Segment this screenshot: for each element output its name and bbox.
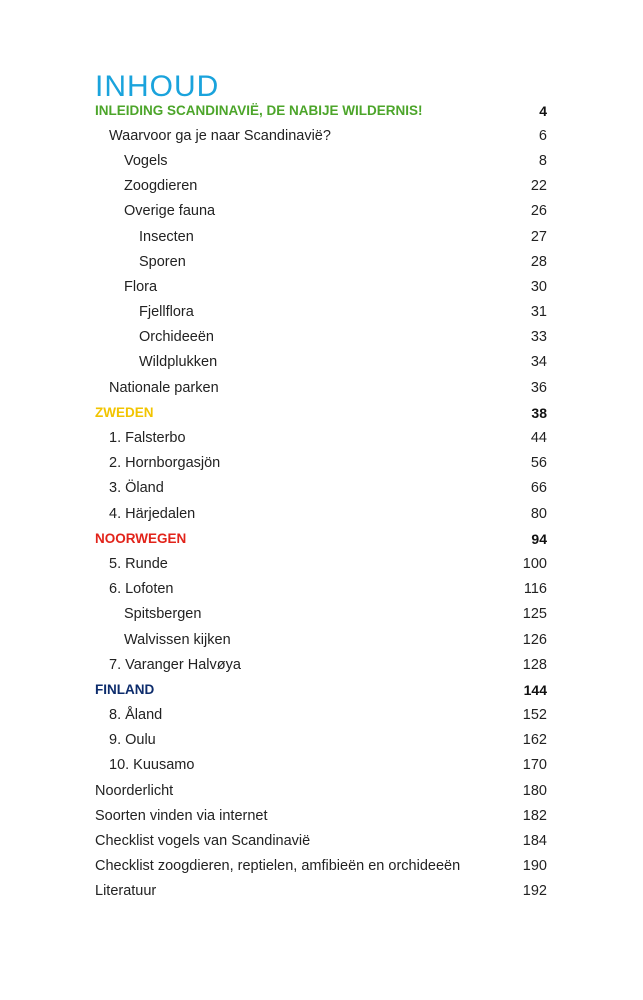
toc-section-noorwegen[interactable] [95, 526, 547, 551]
toc-entry-page-number: 126 [522, 631, 547, 648]
toc-entry-label: Soorten vinden via internet [95, 807, 268, 824]
toc-section-intro[interactable] [95, 98, 547, 123]
toc-entry-label: Overige fauna [124, 203, 216, 220]
toc-entry-page-number: 192 [522, 883, 547, 900]
toc-entry[interactable] [95, 451, 547, 476]
toc-entry-page-number: 125 [522, 606, 547, 623]
toc-entry[interactable] [95, 602, 547, 627]
toc-entry-page-number: 26 [530, 203, 547, 220]
toc-entry-page-number: 94 [531, 530, 547, 547]
toc-entry-label: 7. Varanger Halvøya [109, 656, 241, 673]
toc-entry[interactable] [95, 778, 547, 803]
toc-entry-label: Noorderlicht [95, 782, 174, 799]
toc-entry-label: Zoogdieren [124, 178, 198, 195]
toc-entry-label: 5. Runde [109, 555, 168, 572]
toc-entry-page-number: 44 [530, 430, 547, 447]
toc-entry-page-number: 66 [530, 480, 547, 497]
toc-entry[interactable] [95, 652, 547, 677]
toc-entry-label: 4. Härjedalen [109, 505, 196, 522]
toc-entry-label: INLEIDING SCANDINAVIË, DE NABIJE WILDERNIS! [95, 103, 423, 119]
toc-entry-label: 3. Öland [109, 480, 164, 497]
toc-entry[interactable] [95, 300, 547, 325]
toc-entry[interactable] [95, 325, 547, 350]
toc-entry[interactable] [95, 375, 547, 400]
toc-entry-page-number: 182 [522, 807, 547, 824]
toc-entry-label: 2. Hornborgasjön [109, 455, 221, 472]
toc-entry-page-number: 27 [530, 228, 547, 245]
page-title: INHOUD [95, 70, 220, 104]
toc-entry-page-number: 116 [523, 581, 547, 598]
toc-entry-page-number: 144 [523, 681, 547, 698]
toc-entry-label: FINLAND [95, 682, 155, 698]
toc-entry[interactable] [95, 476, 547, 501]
toc-entry-label: Insecten [139, 228, 194, 245]
toc-entry[interactable] [95, 224, 547, 249]
toc-entry-page-number: 190 [522, 858, 547, 875]
toc-entry[interactable] [95, 123, 547, 148]
toc-entry[interactable] [95, 879, 547, 904]
toc-entry[interactable] [95, 350, 547, 375]
toc-entry[interactable] [95, 577, 547, 602]
toc-entry-label: Orchideeën [139, 329, 214, 346]
toc-entry-page-number: 56 [530, 455, 547, 472]
toc-entry-page-number: 4 [539, 102, 547, 119]
toc-entry[interactable] [95, 425, 547, 450]
toc-section-zweden[interactable] [95, 400, 547, 425]
table-of-contents [95, 98, 547, 904]
toc-entry-label: Checklist vogels van Scandinavië [95, 833, 311, 850]
toc-entry-label: Literatuur [95, 883, 157, 900]
toc-entry[interactable] [95, 803, 547, 828]
toc-entry-label: Wildplukken [139, 354, 218, 371]
toc-entry-page-number: 8 [538, 152, 547, 169]
toc-entry[interactable] [95, 249, 547, 274]
toc-entry[interactable] [95, 828, 547, 853]
toc-entry-label: ZWEDEN [95, 405, 154, 421]
toc-entry-page-number: 6 [538, 127, 547, 144]
toc-entry-page-number: 100 [522, 555, 547, 572]
toc-entry-label: Walvissen kijken [124, 631, 231, 648]
toc-entry-label: Fjellflora [139, 304, 194, 321]
toc-entry-label: Waarvoor ga je naar Scandinavië? [109, 127, 331, 144]
toc-entry-label: Spitsbergen [124, 606, 202, 623]
toc-entry-label: Vogels [124, 152, 168, 169]
toc-entry-page-number: 34 [530, 354, 547, 371]
toc-entry-page-number: 30 [530, 278, 547, 295]
toc-entry-page-number: 36 [530, 379, 547, 396]
toc-entry-page-number: 180 [522, 782, 547, 799]
toc-entry-page-number: 80 [530, 505, 547, 522]
toc-entry-label: 9. Oulu [109, 732, 156, 749]
toc-entry-label: NOORWEGEN [95, 531, 187, 547]
toc-entry-page-number: 152 [522, 707, 547, 724]
toc-entry[interactable] [95, 501, 547, 526]
toc-entry-page-number: 170 [522, 757, 547, 774]
toc-entry-page-number: 28 [530, 253, 547, 270]
toc-entry-label: 10. Kuusamo [109, 757, 195, 774]
toc-entry[interactable] [95, 703, 547, 728]
toc-entry[interactable] [95, 148, 547, 173]
toc-entry[interactable] [95, 174, 547, 199]
toc-entry-page-number: 38 [531, 404, 547, 421]
toc-entry-page-number: 22 [530, 178, 547, 195]
toc-entry[interactable] [95, 728, 547, 753]
toc-entry-label: 1. Falsterbo [109, 430, 186, 447]
toc-entry[interactable] [95, 274, 547, 299]
toc-entry[interactable] [95, 551, 547, 576]
toc-entry-page-number: 162 [522, 732, 547, 749]
toc-entry-label: Checklist zoogdieren, reptielen, amfibieën en orchideeën [95, 858, 461, 875]
toc-entry-page-number: 128 [522, 656, 547, 673]
toc-entry-page-number: 184 [522, 833, 547, 850]
toc-entry-label: Flora [124, 278, 158, 295]
toc-entry-page-number: 33 [530, 329, 547, 346]
toc-entry-label: Nationale parken [109, 379, 219, 396]
toc-entry-label: Sporen [139, 253, 186, 270]
toc-section-finland[interactable] [95, 677, 547, 702]
toc-entry[interactable] [95, 854, 547, 879]
toc-entry-label: 8. Åland [109, 707, 163, 724]
toc-entry[interactable] [95, 627, 547, 652]
toc-entry-page-number: 31 [530, 304, 547, 321]
toc-entry-label: 6. Lofoten [109, 581, 174, 598]
toc-entry[interactable] [95, 199, 547, 224]
toc-entry[interactable] [95, 753, 547, 778]
